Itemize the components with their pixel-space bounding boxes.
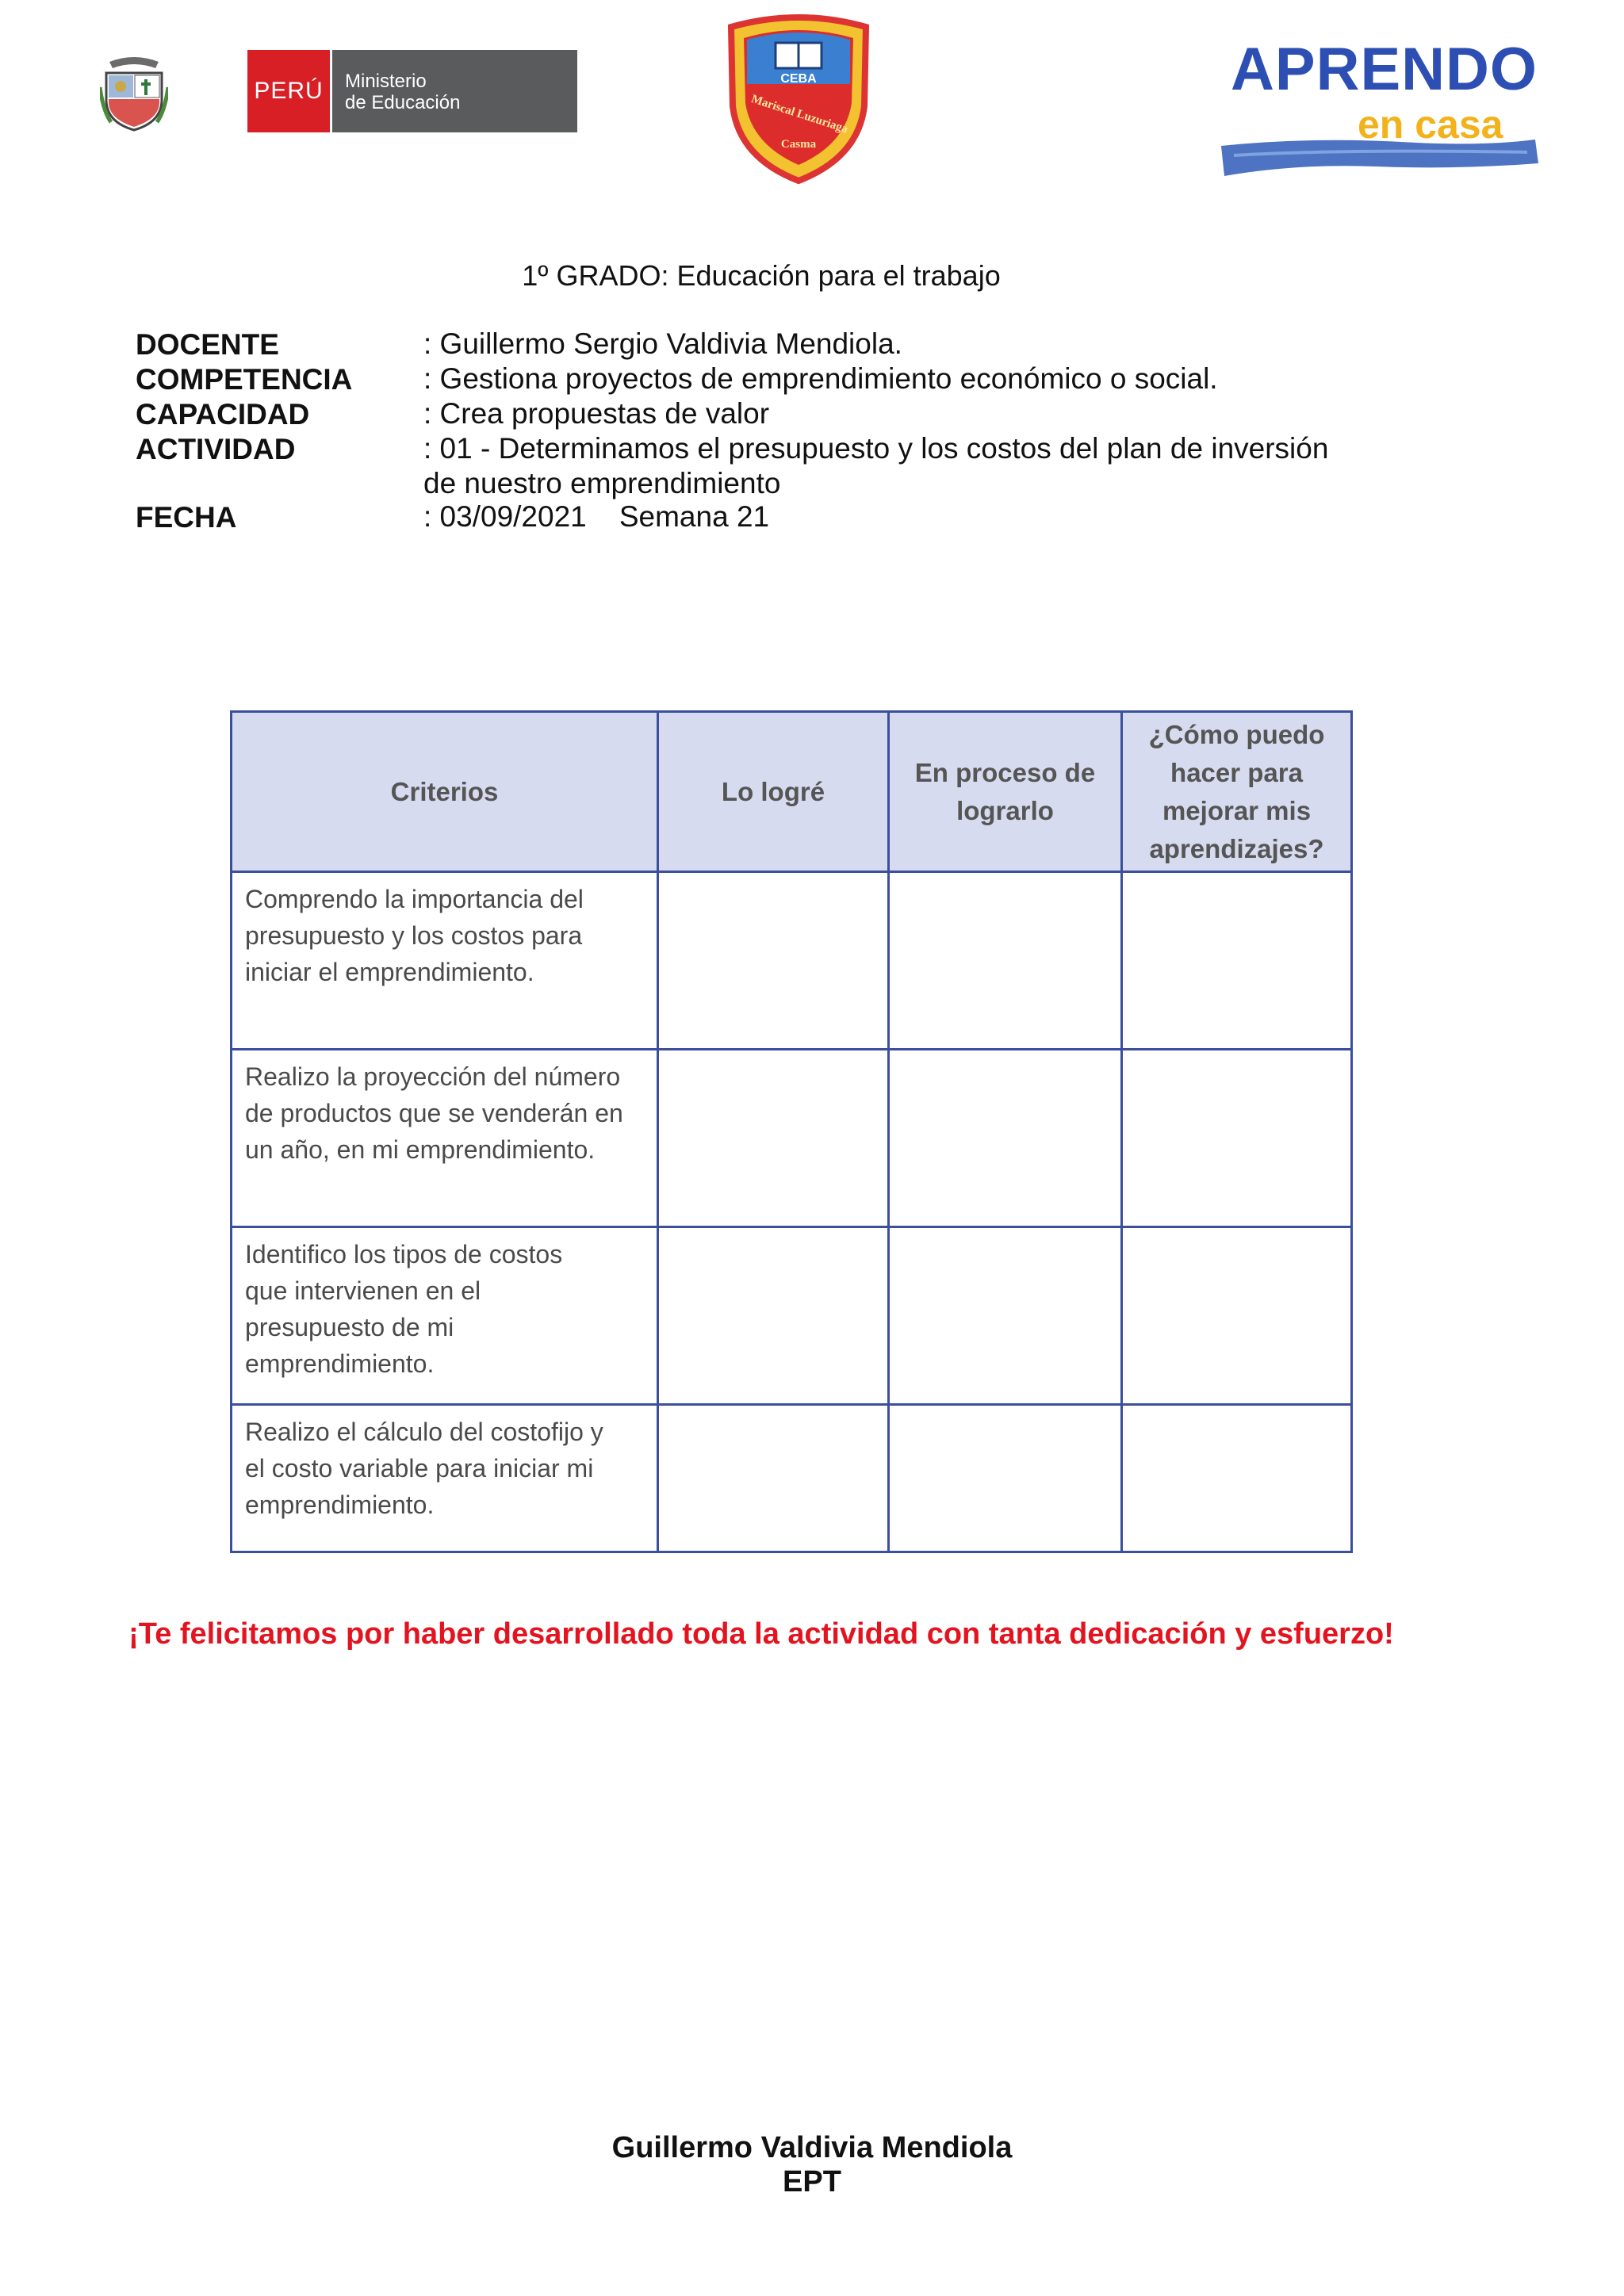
table-header-row <box>232 712 1352 872</box>
campaign-subtitle: en casa <box>1358 102 1503 147</box>
footer-author-name: Guillermo Valdivia Mendiola <box>611 2131 1013 2164</box>
criterion-cell <box>232 1405 658 1552</box>
school-crest-city: Casma <box>780 138 817 151</box>
value-actividad-line-1: : 01 - Determinamos el presupuesto y los costos del plan de inversión <box>423 432 1329 465</box>
ministry-name <box>330 50 577 132</box>
header-en-proceso: En proceso de lograrlo <box>889 712 1122 872</box>
header-lo-logre: Lo logré <box>658 712 889 872</box>
value-competencia: : Gestiona proyectos de emprendimiento económico o social. <box>423 362 1218 395</box>
criterion-text: Identifico los tipos de costos que intervienen en el presupuesto de mi emprendimiento. <box>245 1240 563 1378</box>
blue-brush-stroke <box>1218 132 1543 187</box>
criterion-cell <box>232 1050 658 1227</box>
criterion-text: Realizo la proyección del número de productos que se venderán en un año, en mi emprendimiento. <box>245 1062 623 1164</box>
como-mejorar-cell[interactable] <box>1122 1405 1352 1552</box>
lo-logre-cell[interactable] <box>658 1405 889 1552</box>
como-mejorar-cell[interactable] <box>1122 872 1352 1050</box>
footer-role: EPT <box>783 2165 841 2198</box>
value-actividad <box>423 431 1328 501</box>
lo-logre-cell[interactable] <box>658 872 889 1050</box>
page-title: 1º GRADO: Educación para el trabajo <box>522 259 1001 292</box>
como-mejorar-cell[interactable] <box>1122 1227 1352 1405</box>
label-capacidad: CAPACIDAD <box>136 398 310 430</box>
peru-coat-of-arms-logo <box>100 55 168 132</box>
table-row <box>232 1227 1352 1405</box>
table-row <box>232 1050 1352 1227</box>
value-actividad-line-2: de nuestro emprendimiento <box>423 467 781 499</box>
label-docente: DOCENTE <box>136 328 279 361</box>
school-crest-acronym: CEBA <box>780 72 817 86</box>
school-crest-logo <box>723 11 874 186</box>
value-fecha: : 03/09/2021 Semana 21 <box>423 500 770 533</box>
ministry-line-2: de Educación <box>345 92 461 113</box>
ministerio-educacion-logo <box>247 50 577 132</box>
table-row <box>232 872 1352 1050</box>
footer <box>0 2131 1624 2199</box>
en-proceso-cell[interactable] <box>889 1227 1122 1405</box>
criterion-cell <box>232 872 658 1050</box>
lo-logre-cell[interactable] <box>658 1227 889 1405</box>
aprendo-en-casa-logo <box>1218 30 1543 186</box>
label-competencia: COMPETENCIA <box>136 363 353 396</box>
criterion-cell <box>232 1227 658 1405</box>
criterion-text: Realizo el cálculo del costofijo y el costo variable para iniciar mi emprendimiento. <box>245 1418 603 1519</box>
header-como-mejorar: ¿Cómo puedo hacer para mejorar mis aprendizajes? <box>1122 712 1352 872</box>
label-actividad: ACTIVIDAD <box>136 433 296 465</box>
criterion-text: Comprendo la importancia del presupuesto y los costos para iniciar el emprendimiento. <box>245 885 584 986</box>
label-fecha: FECHA <box>136 501 237 534</box>
como-mejorar-cell[interactable] <box>1122 1050 1352 1227</box>
evaluation-rubric-table <box>230 710 1353 1553</box>
table-row <box>232 1405 1352 1552</box>
en-proceso-cell[interactable] <box>889 1050 1122 1227</box>
en-proceso-cell[interactable] <box>889 872 1122 1050</box>
value-capacidad: : Crea propuestas de valor <box>423 397 770 430</box>
peru-brand-box: PERÚ <box>247 50 330 132</box>
lo-logre-cell[interactable] <box>658 1050 889 1227</box>
header-criterios: Criterios <box>232 712 658 872</box>
ministry-line-1: Ministerio <box>345 71 427 92</box>
value-docente: : Guillermo Sergio Valdivia Mendiola. <box>423 327 902 360</box>
campaign-title: APRENDO <box>1231 36 1538 103</box>
school-crest-name: Mariscal Luzuriaga <box>749 92 850 136</box>
congratulations-message: ¡Te felicitamos por haber desarrollado toda la actividad con tanta dedicación y esfuerzo! <box>128 1617 1394 1651</box>
en-proceso-cell[interactable] <box>889 1405 1122 1552</box>
